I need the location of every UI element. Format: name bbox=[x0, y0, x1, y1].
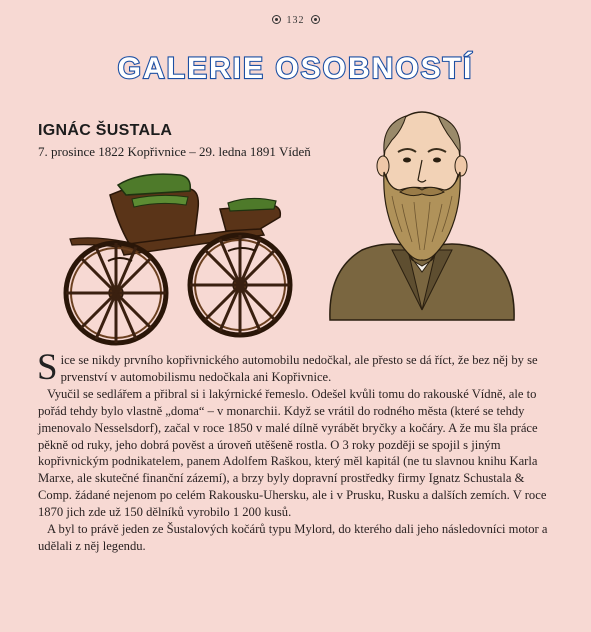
paragraph-2: Vyučil se sedlářem a přibral si i lakýrnické řemeslo. Odešel kvůli tomu do rakouské Vídně, ale to pořád tehdy bylo vlastně „doma“ – v monarchii. Když se vrátil do rodného města (které se tehdy jmenovalo Nesselsdorf), začal v roce 1850 v malé dílně vyrábět bryčky a kočáry. A že mu šla práce pěkně od ruky, jeho dobrá pověst a úroveň utěšeně rostla. O 3 roky později se spojil s jiným kopřivnickým podnikatelem, panem Adolfem Raškou, který měl kapitál (ne tu slavnou knihu Karla Marxe, ale skutečné finanční zázemí), a brzy byly dopravní prostředky firmy Ignatz Schustala & Comp. žádané nejenom po celém Rakousku-Uhersku, ale i v Prusku, Rusku a dalších zemích. V roce 1870 jich zde už 150 dělníků vyrobilo 1 200 kusů. bbox=[38, 386, 547, 520]
article-body bbox=[37, 347, 553, 555]
page-number bbox=[0, 15, 591, 26]
ornament-icon bbox=[272, 15, 281, 24]
paragraph-1 bbox=[37, 347, 553, 388]
ornament-icon bbox=[311, 15, 320, 24]
page-number-value: 132 bbox=[286, 15, 305, 26]
paragraph-3: A byl to právě jeden ze Šustalových kočárů typu Mylord, do kterého dali jeho následovníci motor a udělali z něj legendu. bbox=[38, 522, 548, 553]
bearded-man-portrait bbox=[322, 100, 522, 330]
person-name: IGNÁC ŠUSTALA bbox=[38, 122, 173, 139]
paragraph-1-text: ice se nikdy prvního kopřivnického automobilu nedočkal, ale přesto se dá říct, že bez něj by se prvenství v automobilismu nedočkala ani Kopřivnice. bbox=[60, 353, 538, 384]
person-dates: 7. prosince 1822 Kopřivnice – 29. ledna 1891 Vídeň bbox=[38, 144, 311, 159]
drop-cap: S bbox=[37, 347, 58, 388]
section-title: GALERIE OSOBNOSTÍ bbox=[117, 52, 474, 85]
front-wheel bbox=[190, 235, 290, 335]
carriage-illustration bbox=[60, 165, 300, 355]
